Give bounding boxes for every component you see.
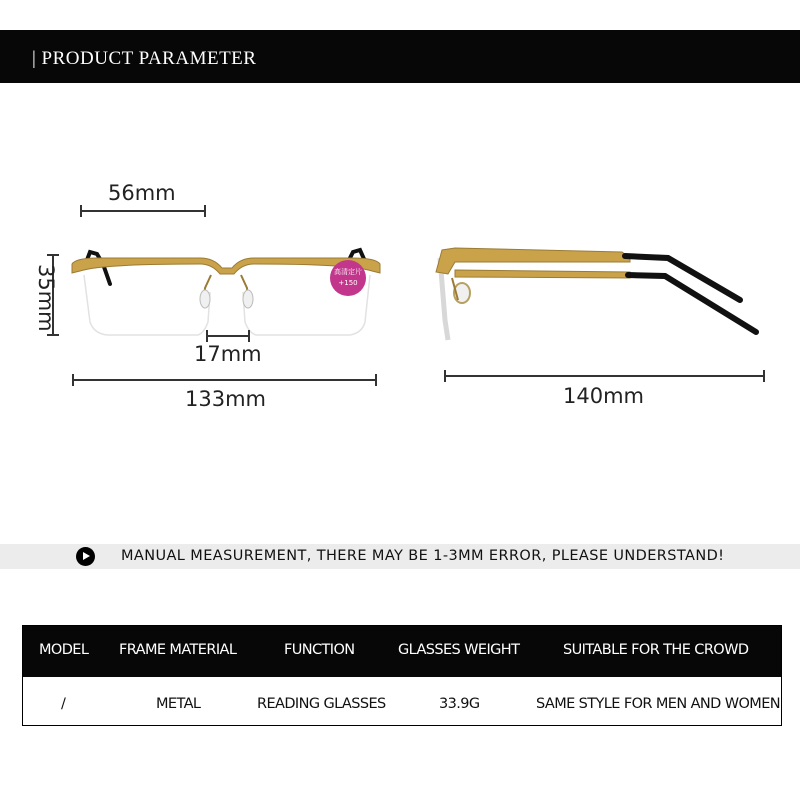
bridge-width-label: 17mm — [194, 342, 262, 366]
notice-text: MANUAL MEASUREMENT, THERE MAY BE 1-3MM ERROR, PLEASE UNDERSTAND! — [121, 548, 725, 564]
frame-width-label: 133mm — [185, 387, 266, 411]
value-frame-material: METAL — [156, 696, 201, 712]
header-title: | PRODUCT PARAMETER — [32, 48, 257, 69]
value-function: READING GLASSES — [257, 696, 386, 712]
value-suitable-crowd: SAME STYLE FOR MEN AND WOMEN — [536, 696, 781, 712]
header-model: MODEL — [39, 642, 89, 658]
header-frame-material: FRAME MATERIAL — [119, 642, 237, 658]
temple-length-label: 140mm — [563, 384, 644, 408]
value-model: / — [61, 696, 66, 712]
lens-height-label: 35mm — [34, 264, 58, 332]
glasses-side-view — [436, 248, 756, 340]
value-glasses-weight: 33.9G — [439, 696, 480, 712]
lens-width-label: 56mm — [108, 181, 176, 205]
lens-sticker-line2: +150 — [338, 279, 358, 287]
spec-table — [22, 625, 782, 726]
glasses-front-view — [72, 250, 380, 335]
notice-bar — [0, 544, 800, 569]
lens-sticker-line1: 高清定片 — [334, 268, 362, 276]
header-function: FUNCTION — [284, 642, 355, 658]
header-glasses-weight: GLASSES WEIGHT — [398, 642, 520, 658]
play-circle-icon — [76, 547, 95, 566]
dimension-lines — [47, 205, 764, 386]
header-suitable-crowd: SUITABLE FOR THE CROWD — [563, 642, 749, 658]
